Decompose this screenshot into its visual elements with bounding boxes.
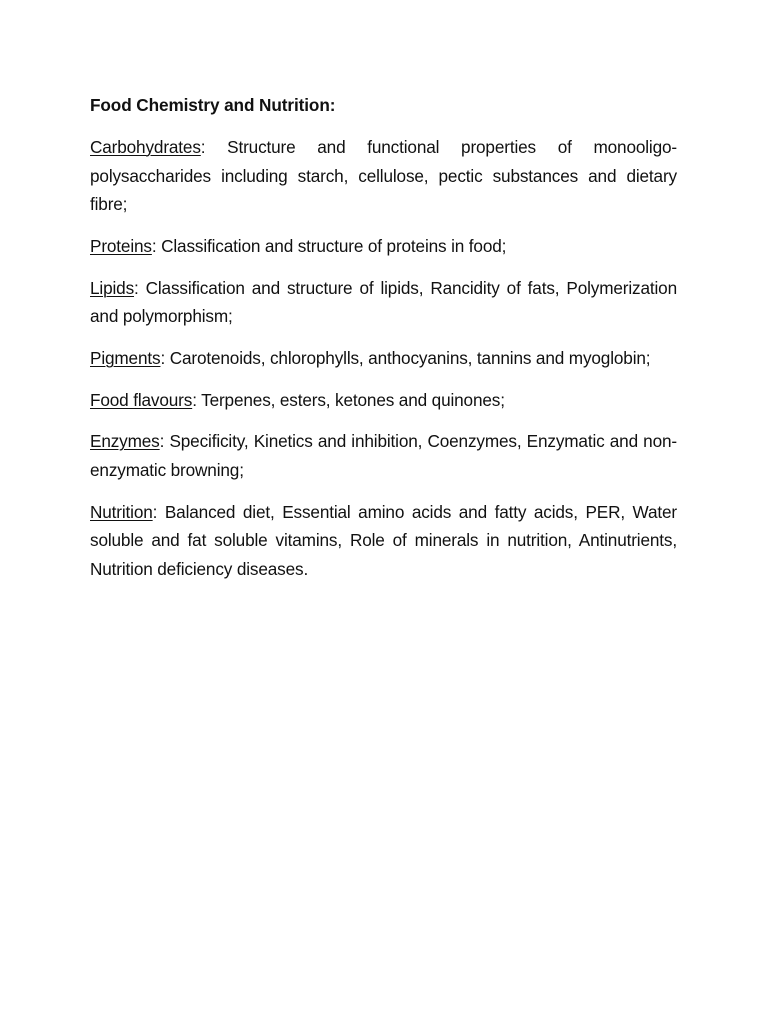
section-text: : Classification and structure of lipids, Rancidity of fats, Polymerization and polymorphism; [90, 277, 677, 327]
section-term: Lipids [90, 277, 135, 298]
section-term: Pigments [90, 347, 161, 368]
section-text: : Terpenes, esters, ketones and quinones; [192, 389, 505, 410]
section-lipids [90, 274, 677, 332]
section-proteins [90, 232, 677, 261]
section-text: : Carotenoids, chlorophylls, anthocyanins, tannins and myoglobin; [160, 347, 651, 368]
section-term: Nutrition [90, 501, 153, 522]
section-nutrition [90, 498, 677, 584]
document-page [90, 91, 677, 597]
section-term: Proteins [90, 235, 152, 256]
section-pigments [90, 344, 677, 373]
section-text: : Specificity, Kinetics and inhibition, Coenzymes, Enzymatic and non-enzymatic browning; [90, 431, 677, 480]
section-carbohydrates [90, 133, 677, 219]
section-term: Enzymes [90, 431, 160, 452]
section-text: : Classification and structure of proteins in food; [151, 235, 507, 256]
section-text: : Balanced diet, Essential amino acids and fatty acids, PER, Water soluble and fat soluble vitamins, Role of minerals in nutrition, Antinutrients, Nutrition deficiency diseases. [90, 501, 677, 580]
section-text: : Structure and functional properties of monooligo-polysaccharides including starch, cellulose, pectic substances and dietary fibre; [90, 136, 677, 215]
section-enzymes [90, 427, 677, 485]
section-term: Carbohydrates [90, 136, 201, 157]
section-food-flavours [90, 386, 677, 415]
section-term: Food flavours [90, 389, 193, 410]
document-heading: Food Chemistry and Nutrition: [90, 95, 336, 115]
